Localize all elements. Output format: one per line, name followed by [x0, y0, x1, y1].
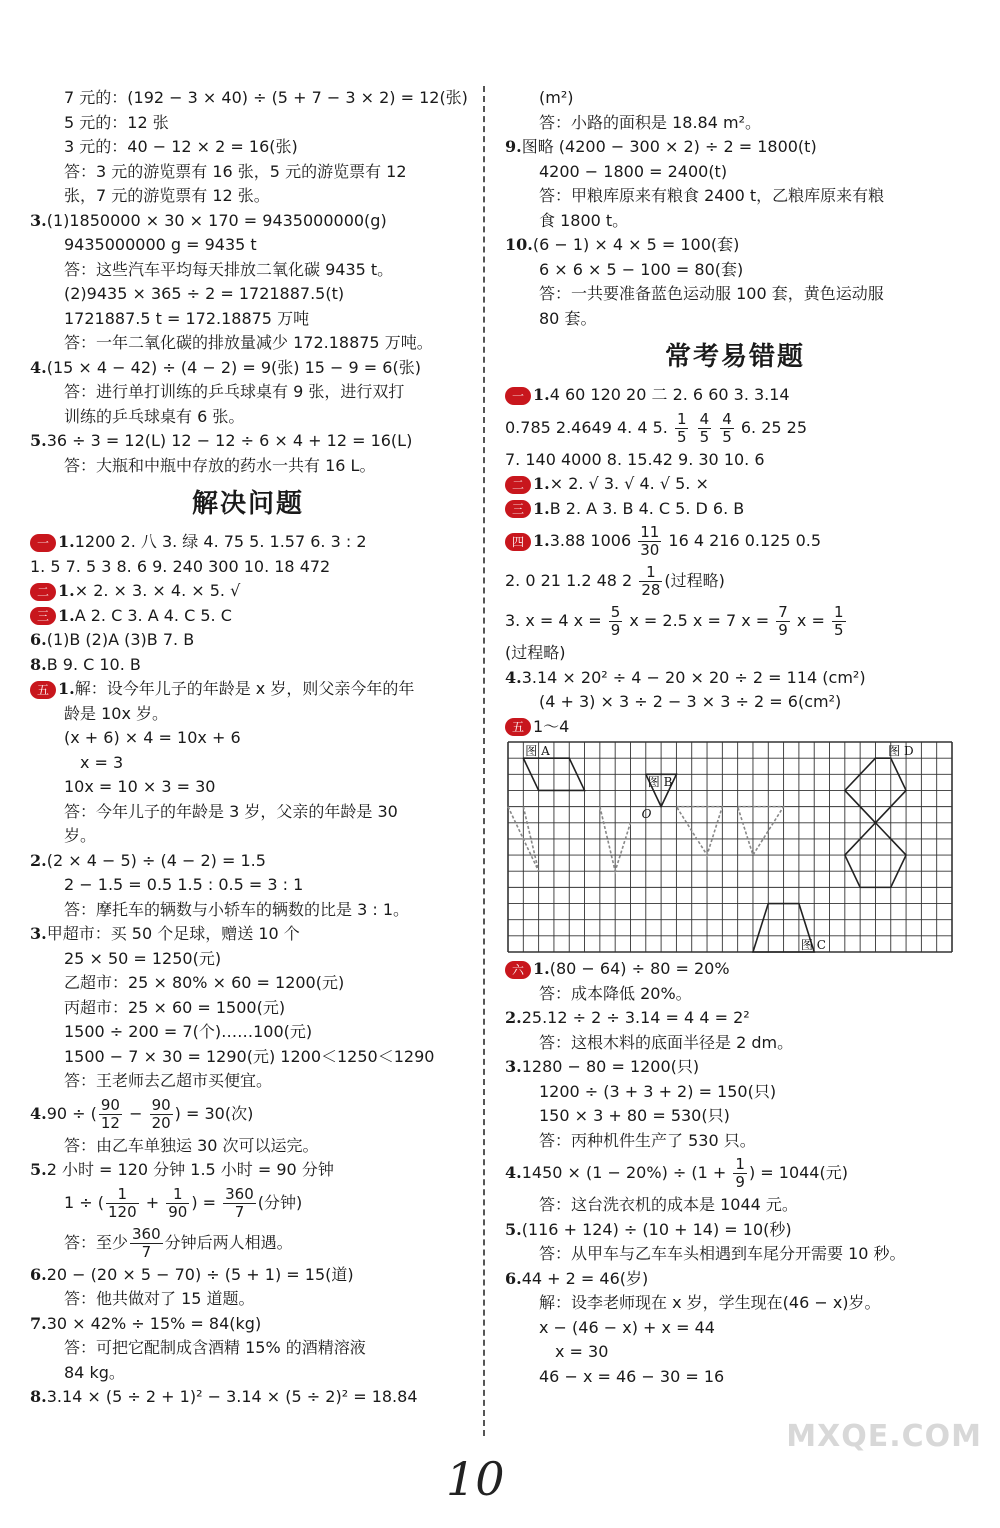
- fraction: [223, 1186, 256, 1221]
- answer-text: 张，7 元的游览票有 12 张。: [64, 186, 270, 205]
- question-number: 1.: [58, 605, 75, 625]
- answer-line: [505, 1006, 965, 1031]
- answer-text: 答：至少: [64, 1232, 129, 1252]
- question-number: 3.: [30, 210, 47, 230]
- answer-line: [505, 160, 965, 185]
- answer-text: 1. 5 7. 5 3 8. 6 9. 240 300 10. 18 472: [30, 556, 331, 576]
- question-number: 6.: [505, 1268, 522, 1288]
- answer-line: [30, 135, 466, 160]
- answer-text: ) =: [191, 1192, 222, 1212]
- fraction-denominator: 9: [778, 621, 788, 639]
- question-number: 1.: [533, 385, 550, 404]
- answer-text: (15 × 4 − 42) ÷ (4 − 2) = 9(张) 15 − 9 = 6(张): [46, 357, 421, 377]
- section-title: 常考易错题: [664, 342, 805, 372]
- question-number: 8.: [30, 1387, 47, 1406]
- section-badge: 一: [30, 534, 56, 552]
- question-number: 7.: [30, 1313, 47, 1333]
- answer-line: [505, 448, 965, 473]
- question-number: 1.: [58, 532, 75, 551]
- question-number: 1.: [533, 959, 550, 978]
- watermark-text: MXQE.COM: [786, 1419, 982, 1454]
- answer-text: 25 × 50 = 1250(元): [64, 948, 222, 968]
- question-number: 1.: [533, 474, 550, 493]
- answer-line: [30, 405, 466, 430]
- answer-line: [30, 604, 466, 629]
- answer-line: [30, 628, 466, 653]
- answer-text: 1 ÷ (: [64, 1192, 104, 1212]
- answer-text: 2. 0 21 1.2 48 2: [505, 571, 638, 590]
- answer-line: [505, 1365, 965, 1390]
- fraction-numerator: 360: [132, 1224, 161, 1243]
- answer-text: (m²): [539, 88, 574, 107]
- answer-line: [30, 1336, 466, 1361]
- answer-line: [30, 653, 466, 678]
- fraction: [609, 604, 623, 639]
- answer-line: [30, 233, 466, 258]
- answer-text: 6. 25 25: [735, 417, 808, 437]
- section-badge: 二: [30, 583, 56, 601]
- answer-line: [505, 1104, 965, 1129]
- question-number: 1.: [533, 531, 550, 550]
- answer-text: 答：由乙车单独运 30 次可以运完。: [64, 1135, 319, 1155]
- answer-line: [30, 282, 466, 307]
- answer-text: 答：甲粮库原来有粮食 2400 t，乙粮库原来有粮: [539, 186, 885, 205]
- answer-line: [505, 1080, 965, 1105]
- answer-text: 答：摩托车的辆数与小轿车的辆数的比是 3 : 1。: [64, 899, 410, 919]
- section-title: 解决问题: [191, 489, 304, 519]
- answer-line: [30, 184, 466, 209]
- answer-text: ) = 30(次): [174, 1103, 254, 1123]
- answer-text: 1200 ÷ (3 + 3 + 2) = 150(只): [539, 1081, 777, 1101]
- answer-text: (过程略): [505, 643, 566, 662]
- answer-text: 16 4 216 0.125 0.5: [663, 531, 822, 550]
- coordinate-grid: [507, 741, 957, 957]
- question-number: 4.: [505, 667, 522, 687]
- question-number: 2.: [30, 850, 47, 870]
- answer-text: [713, 418, 718, 437]
- fraction-denominator: 20: [151, 1113, 171, 1132]
- answer-text: 图略 (4200 − 300 × 2) ÷ 2 = 1800(t): [521, 137, 817, 156]
- answer-text: 1721887.5 t = 172.18875 万吨: [64, 308, 310, 328]
- answer-text: (80 − 64) ÷ 80 = 20%: [549, 959, 730, 978]
- answer-text: [690, 418, 695, 437]
- answer-text: 6 × 6 × 5 − 100 = 80(套): [539, 259, 744, 279]
- question-number: 1.: [58, 679, 75, 698]
- answer-line: [30, 922, 466, 947]
- answer-line: [30, 160, 466, 185]
- answer-text: 1～4: [533, 716, 570, 736]
- answer-line: [30, 1223, 466, 1263]
- question-number: 3.: [505, 1057, 522, 1076]
- column-divider: [483, 86, 485, 1436]
- fraction-denominator: 5: [833, 621, 844, 639]
- answer-line: [30, 1158, 466, 1183]
- fraction: [733, 1156, 747, 1191]
- fraction: [639, 564, 662, 599]
- watermark-corner: [786, 1418, 1000, 1466]
- fraction-numerator: 1: [735, 1155, 745, 1173]
- fraction-denominator: 5: [699, 427, 710, 446]
- answer-text: 答：可把它配制成含酒精 15% 的酒精溶液: [64, 1338, 366, 1357]
- answer-text: 4 60 120 20 二 2. 6 60 3. 3.14: [549, 385, 790, 404]
- answer-text: x = 30: [555, 1342, 609, 1361]
- fraction-numerator: 1: [639, 564, 662, 582]
- answer-line: [505, 383, 965, 408]
- answer-text: 答：小路的面积是 18.84 m²。: [539, 112, 761, 132]
- answer-text: (4 + 3) × 3 ÷ 2 − 3 × 3 ÷ 2 = 6(cm²): [539, 692, 842, 711]
- answer-line: [505, 184, 965, 209]
- answer-text: 答：王老师去乙超市买便宜。: [64, 1071, 273, 1090]
- answer-text: (1)B (2)A (3)B 7. B: [46, 630, 195, 649]
- answer-line: [30, 579, 466, 604]
- answer-text: −: [123, 1103, 148, 1123]
- answer-line: [30, 111, 466, 136]
- answer-text: 25.12 ÷ 2 ÷ 3.14 = 4 4 = 2²: [521, 1008, 750, 1027]
- answer-text: x − (46 − x) + x = 44: [539, 1317, 715, 1337]
- fraction-denominator: 28: [641, 581, 661, 599]
- answer-text: 9435000000 g = 9435 t: [64, 235, 257, 254]
- answer-text: 答：进行单打训练的乒乓球桌有 9 张，进行双打: [64, 382, 405, 401]
- answer-text: 训练的乒乓球桌有 6 张。: [64, 406, 245, 426]
- section-badge: 五: [30, 681, 56, 699]
- fraction: [99, 1097, 122, 1132]
- section-badge: 三: [505, 500, 531, 518]
- transform-shape: [738, 807, 784, 855]
- fraction-numerator: 4: [699, 409, 710, 428]
- answer-line: [30, 1045, 466, 1070]
- answer-line: [30, 1020, 466, 1045]
- answer-line: [30, 971, 466, 996]
- fraction: [106, 1186, 139, 1221]
- answer-line: [30, 258, 466, 283]
- fraction-numerator: 1: [106, 1186, 139, 1204]
- answer-line: [30, 331, 466, 356]
- answer-line: [30, 530, 466, 555]
- answer-line: [505, 1055, 965, 1080]
- question-number: 5.: [505, 1219, 522, 1239]
- answer-text: (6 − 1) × 4 × 5 = 100(套): [532, 235, 740, 254]
- left-column: [30, 86, 466, 1410]
- right-column: [505, 86, 965, 1389]
- figure-a-label: 图 A: [525, 744, 550, 759]
- answer-text: 3.14 × (5 ÷ 2 + 1)² − 3.14 × (5 ÷ 2)² = 18.84: [46, 1387, 418, 1406]
- section-badge: 三: [30, 607, 56, 625]
- answer-line: [30, 1069, 466, 1094]
- page-number: 10: [446, 1452, 505, 1506]
- fraction-numerator: 1: [676, 409, 687, 428]
- answer-line: [30, 307, 466, 332]
- answer-line: [30, 677, 466, 702]
- answer-line: [30, 1312, 466, 1337]
- fraction-numerator: 90: [100, 1095, 120, 1114]
- fraction: [166, 1186, 189, 1221]
- question-number: 1.: [533, 498, 550, 518]
- answer-text: ) = 1044(元): [748, 1163, 848, 1182]
- answer-line: [30, 86, 466, 111]
- fraction-numerator: 5: [610, 603, 621, 621]
- answer-line: [30, 1287, 466, 1312]
- answer-text: B 2. A 3. B 4. C 5. D 6. B: [549, 498, 745, 518]
- answer-line: [505, 982, 965, 1007]
- answer-text: +: [140, 1192, 165, 1212]
- answer-text: 乙超市：25 × 80% × 60 = 1200(元): [64, 973, 345, 992]
- answer-line: [505, 1316, 965, 1341]
- answer-text: (2)9435 × 365 ÷ 2 = 1721887.5(t): [64, 284, 345, 303]
- answer-line: [505, 209, 965, 234]
- question-number: 4.: [30, 1103, 47, 1123]
- answer-line: [30, 775, 466, 800]
- answer-text: 90 ÷ (: [46, 1103, 97, 1123]
- answer-text: 20 − (20 × 5 − 70) ÷ (5 + 1) = 15(道): [46, 1264, 354, 1284]
- question-number: 5.: [30, 431, 47, 450]
- answer-line: [505, 135, 965, 160]
- fraction-denominator: 9: [735, 1173, 745, 1191]
- answer-text: 150 × 3 + 80 = 530(只): [539, 1106, 730, 1125]
- fraction-denominator: 7: [234, 1202, 245, 1221]
- answer-text: 答：这些汽车平均每天排放二氧化碳 9435 t。: [64, 259, 394, 279]
- answer-text: x = 3: [80, 752, 124, 772]
- answer-line: [505, 307, 965, 332]
- answer-text: 甲超市：买 50 个足球，赠送 10 个: [46, 924, 300, 943]
- answer-line: [505, 282, 965, 307]
- answer-line: [505, 601, 965, 641]
- fraction-denominator: 120: [108, 1202, 137, 1221]
- answer-text: 答：这根木料的底面半径是 2 dm。: [539, 1032, 794, 1052]
- answer-text: 5 元的：12 张: [64, 112, 169, 132]
- answer-line: [505, 1267, 965, 1292]
- answer-text: 答：3 元的游览票有 16 张，5 元的游览票有 12: [64, 161, 407, 181]
- answer-line: [30, 824, 466, 849]
- fraction: [130, 1226, 163, 1261]
- answer-text: A 2. C 3. A 4. C 5. C: [74, 605, 232, 625]
- answer-text: 4200 − 1800 = 2400(t): [539, 161, 728, 181]
- answer-line: [30, 1263, 466, 1288]
- answer-text: 3. x = 4 x =: [505, 611, 607, 630]
- answer-text: x = 2.5 x = 7 x =: [624, 611, 775, 630]
- answer-line: [505, 715, 965, 740]
- answer-text: 7. 140 4000 8. 15.42 9. 30 10. 6: [505, 449, 765, 469]
- answer-line: [30, 380, 466, 405]
- answer-text: 10x = 10 × 3 = 30: [64, 777, 216, 796]
- answer-line: [30, 800, 466, 825]
- answer-line: [30, 849, 466, 874]
- answer-text: 丙超市：25 × 60 = 1500(元): [64, 997, 286, 1017]
- answer-line: [30, 1183, 466, 1223]
- answer-line: [505, 666, 965, 691]
- answer-line: [30, 1134, 466, 1159]
- question-number: 1.: [58, 581, 75, 600]
- question-number: 5.: [30, 1160, 47, 1179]
- fraction-denominator: 5: [676, 427, 687, 446]
- answer-text: 分钟后两人相遇。: [164, 1232, 293, 1252]
- answer-line: [30, 429, 466, 454]
- answer-text: 3 元的：40 − 12 × 2 = 16(张): [64, 137, 298, 156]
- answer-text: (2 × 4 − 5) ÷ (4 − 2) = 1.5: [46, 850, 266, 870]
- answer-text: (x + 6) × 4 = 10x + 6: [64, 728, 241, 747]
- figure-c-label: 图 C: [800, 938, 826, 952]
- fraction: [638, 524, 661, 559]
- question-number: 10.: [505, 235, 533, 254]
- answer-line: [505, 1129, 965, 1154]
- answer-text: 1450 × (1 − 20%) ÷ (1 +: [521, 1163, 732, 1182]
- answer-text: 36 ÷ 3 = 12(L) 12 − 12 ÷ 6 × 4 + 12 = 16(L): [46, 431, 413, 450]
- answer-text: x =: [791, 611, 830, 630]
- question-number: 3.: [30, 924, 47, 943]
- answer-line: [30, 356, 466, 381]
- fraction-denominator: 5: [722, 427, 732, 446]
- section-badge: 四: [505, 533, 531, 551]
- fraction-numerator: 90: [151, 1095, 171, 1114]
- answer-line: [30, 1361, 466, 1386]
- fraction-denominator: 30: [640, 541, 660, 559]
- answer-line: [505, 1031, 965, 1056]
- answer-text: 2 − 1.5 = 0.5 1.5 : 0.5 = 3 : 1: [64, 875, 304, 894]
- answer-text: 0.785 2.4649 4. 4 5.: [505, 417, 673, 437]
- answer-text: 1500 ÷ 200 = 7(个)……100(元): [64, 1022, 313, 1041]
- answer-line: [30, 898, 466, 923]
- answer-line: [30, 947, 466, 972]
- answer-text: 46 − x = 46 − 30 = 16: [539, 1366, 725, 1386]
- answer-line: [505, 641, 965, 666]
- answer-text: 7 元的：(192 − 3 × 40) ÷ (5 + 7 − 3 × 2) = 12(张): [64, 88, 468, 107]
- answer-line: [30, 1094, 466, 1134]
- answer-line: [505, 561, 965, 601]
- fraction-denominator: 9: [610, 621, 621, 639]
- answer-text: 答：今年儿子的年龄是 3 岁，父亲的年龄是 30: [64, 801, 398, 821]
- answer-line: [30, 454, 466, 479]
- fraction: [698, 411, 712, 446]
- answer-text: 答：一共要准备蓝色运动服 100 套，黄色运动服: [539, 284, 884, 303]
- answer-text: 1200 2. 八 3. 绿 4. 75 5. 1.57 6. 3 : 2: [74, 532, 367, 551]
- question-number: 2.: [505, 1008, 522, 1027]
- answer-line: [505, 1218, 965, 1243]
- answer-text: 84 kg。: [64, 1362, 125, 1382]
- answer-text: 2 小时 = 120 分钟 1.5 小时 = 90 分钟: [46, 1160, 334, 1179]
- fraction-denominator: 7: [141, 1242, 152, 1261]
- answer-line: [505, 1153, 965, 1193]
- answer-text: 解：设今年儿子的年龄是 x 岁，则父亲今年的年: [74, 679, 415, 698]
- transform-shape: [676, 807, 722, 855]
- answer-text: 答：从甲车与乙车车头相遇到车尾分开需要 10 秒。: [539, 1244, 906, 1263]
- section-badge: 二: [505, 476, 531, 494]
- answer-text: (1)1850000 × 30 × 170 = 9435000000(g): [46, 210, 387, 230]
- fraction: [675, 411, 689, 446]
- answer-text: B 9. C 10. B: [46, 654, 141, 674]
- answer-line: [30, 1385, 466, 1410]
- figure-b-label: 图 B: [647, 774, 673, 789]
- answer-text: × 2. √ 3. √ 4. √ 5. ×: [549, 474, 709, 493]
- fraction-numerator: 1: [833, 603, 844, 621]
- answer-text: 44 + 2 = 46(岁): [521, 1268, 649, 1288]
- answer-line: [505, 497, 965, 522]
- answer-line: [30, 751, 466, 776]
- answer-text: 1280 − 80 = 1200(只): [521, 1057, 700, 1076]
- answer-text: (分钟): [257, 1192, 303, 1212]
- answer-line: [505, 1340, 965, 1365]
- answer-line: [505, 957, 965, 982]
- answer-line: [505, 111, 965, 136]
- answer-text: 1500 − 7 × 30 = 1290(元) 1200＜1250＜1290: [64, 1046, 435, 1066]
- question-number: 4.: [505, 1163, 522, 1182]
- answer-text: 答：成本降低 20%。: [539, 983, 692, 1003]
- section-badge: 六: [505, 961, 531, 979]
- question-number: 9.: [505, 137, 522, 156]
- answer-line: [505, 258, 965, 283]
- fraction-numerator: 4: [722, 409, 732, 428]
- answer-text: 岁。: [64, 826, 97, 845]
- answer-text: 解：设李老师现在 x 岁，学生现在(46 − x)岁。: [539, 1293, 881, 1312]
- answer-text: 答：他共做对了 15 道题。: [64, 1289, 255, 1308]
- fraction: [720, 411, 734, 446]
- answer-line: [30, 209, 466, 234]
- fraction-denominator: 12: [100, 1113, 120, 1132]
- grid-figure: [505, 739, 965, 957]
- answer-text: (过程略): [664, 571, 725, 590]
- fraction-numerator: 11: [640, 523, 660, 541]
- answer-text: 80 套。: [539, 308, 597, 328]
- answer-text: (116 + 124) ÷ (10 + 14) = 10(秒): [521, 1219, 792, 1239]
- answer-text: 答：丙种机件生产了 530 只。: [539, 1130, 756, 1150]
- answer-line: [505, 1193, 965, 1218]
- answer-line: [30, 873, 466, 898]
- answer-line: [30, 702, 466, 727]
- answer-line: [30, 726, 466, 751]
- fraction-denominator: 90: [168, 1202, 188, 1221]
- question-number: 6.: [30, 630, 47, 649]
- answer-text: 3.14 × 20² ÷ 4 − 20 × 20 ÷ 2 = 114 (cm²): [521, 667, 866, 687]
- answer-text: 答：大瓶和中瓶中存放的药水一共有 16 L。: [64, 455, 376, 475]
- answer-text: 答：一年二氧化碳的排放量减少 172.18875 万吨。: [64, 333, 433, 352]
- answer-line: [505, 1291, 965, 1316]
- answer-text: 30 × 42% ÷ 15% = 84(kg): [46, 1313, 262, 1333]
- answer-text: 3.88 1006: [549, 531, 637, 550]
- origin-label: O: [641, 807, 652, 822]
- section-badge: 五: [505, 718, 531, 736]
- answer-text: 食 1800 t。: [539, 210, 629, 230]
- answer-line: [505, 521, 965, 561]
- fraction-numerator: 7: [778, 603, 788, 621]
- question-number: 8.: [30, 654, 47, 674]
- fraction: [832, 604, 846, 639]
- answer-text: 龄是 10x 岁。: [64, 703, 169, 723]
- fraction-numerator: 360: [225, 1184, 254, 1203]
- answer-line: [30, 996, 466, 1021]
- answer-line: [505, 408, 965, 448]
- answer-line: [30, 555, 466, 580]
- figure-d-label: 图 D: [888, 744, 914, 759]
- question-number: 4.: [30, 357, 47, 377]
- section-badge: 一: [505, 387, 531, 405]
- answer-line: [505, 233, 965, 258]
- answer-text: × 2. × 3. × 4. × 5. √: [74, 581, 241, 600]
- answer-text: 答：这台洗衣机的成本是 1044 元。: [539, 1195, 798, 1214]
- question-number: 6.: [30, 1264, 47, 1284]
- answer-line: [505, 1242, 965, 1267]
- answer-line: [505, 472, 965, 497]
- fraction: [150, 1097, 173, 1132]
- answer-line: [505, 86, 965, 111]
- answer-line: [505, 690, 965, 715]
- fraction-numerator: 1: [166, 1186, 189, 1204]
- fraction: [776, 604, 790, 639]
